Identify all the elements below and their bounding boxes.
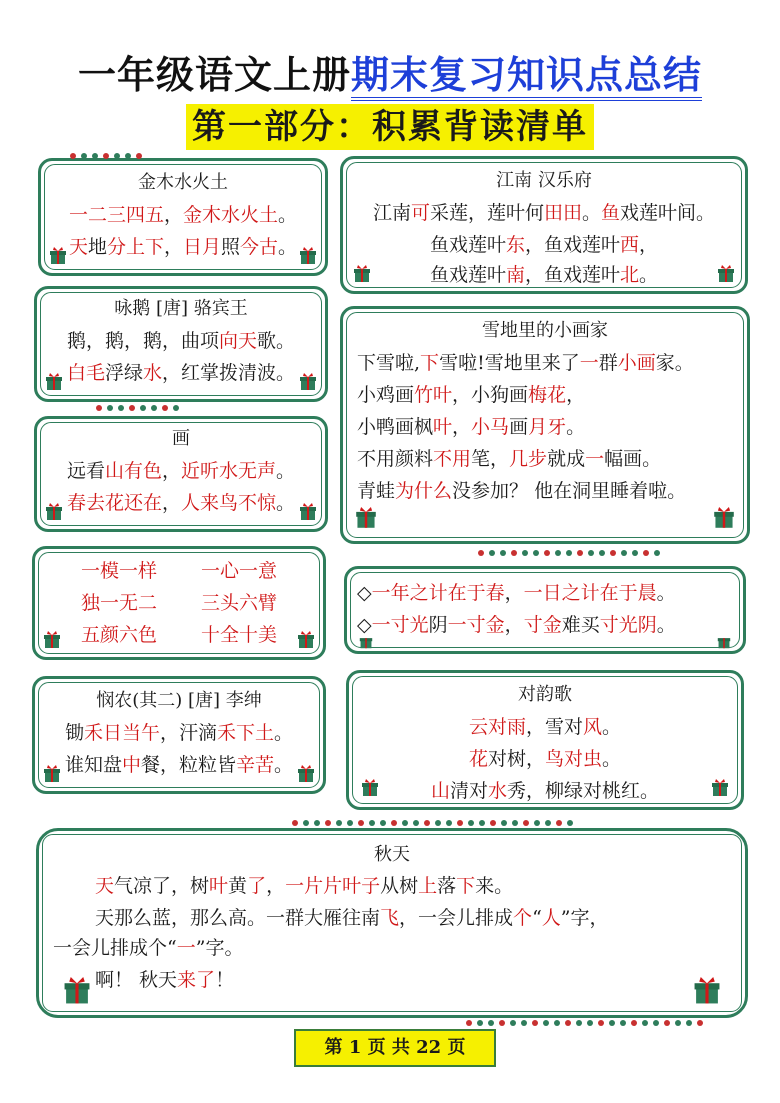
gift-icon [711, 779, 729, 797]
box-title: 画 [172, 428, 190, 449]
decor-dots [478, 550, 660, 558]
box-hua [34, 416, 328, 532]
text-line: 山清对水秀，柳绿对桃红。 [430, 780, 660, 802]
text-line: 鹅，鹅，鹅，曲项向天歌。 [66, 330, 296, 352]
text-line: 白毛浮绿水，红掌拨清波。 [66, 362, 296, 384]
gift-icon [717, 265, 735, 283]
section-subtitle: 第一部分：积累背读清单 [186, 104, 594, 150]
gift-icon [43, 631, 61, 649]
decor-dots [96, 405, 179, 413]
box-jiangnan [340, 156, 748, 294]
box-yinian [344, 566, 746, 654]
text-line: 一二三四五，金木水火土。 [68, 204, 298, 226]
box-title: 雪地里的小画家 [482, 320, 608, 341]
text-line: 天那么蓝，那么高。一群大雁往南飞，一会儿排成个“人”字， [95, 907, 609, 929]
text-line: 小鸡画竹叶，小狗画梅花， [357, 384, 586, 406]
gift-icon [297, 765, 315, 783]
box-title: 江南 汉乐府 [496, 170, 592, 191]
gift-icon [63, 977, 91, 1005]
text-line: 一会儿排成个“一”字。 [53, 937, 244, 959]
text-line: 鱼戏莲叶南，鱼戏莲叶北。 [429, 264, 659, 286]
title-part2: 期末复习知识点总结 [351, 53, 702, 101]
text-line: ◇一寸光阴一寸金，寸金难买寸光阴。 [357, 614, 676, 636]
text-line: 云对雨，雪对风。 [468, 716, 622, 738]
gift-icon [49, 247, 67, 265]
text-line: 江南可采莲，莲叶何田田。鱼戏莲叶间。 [372, 202, 716, 224]
text-line: ◇一年之计在于春，一日之计在于晨。 [357, 582, 676, 604]
box-chengyu [32, 546, 326, 660]
idiom-row: 独一无二 三头六臂 [80, 592, 277, 614]
gift-icon [359, 635, 373, 649]
text-line: 谁知盘中餐，粒粒皆辛苦。 [64, 754, 294, 776]
text-line: 锄禾日当午，汗滴禾下土。 [64, 722, 294, 744]
gift-icon [717, 635, 731, 649]
box-title: 悯农(其二) [唐] 李绅 [96, 690, 262, 711]
text-line: 天地分上下，日月照今古。 [68, 236, 298, 258]
box-yonge [34, 286, 328, 402]
box-qiutian [36, 828, 748, 1018]
text-line: 啊！ 秋天来了！ [95, 969, 235, 991]
gift-icon [45, 373, 63, 391]
text-line: 青蛙为什么没参加？ 他在洞里睡着啦。 [357, 480, 687, 502]
text-line: 鱼戏莲叶东，鱼戏莲叶西， [429, 234, 659, 256]
gift-icon [693, 977, 721, 1005]
text-line: 远看山有色，近听水无声。 [66, 460, 296, 482]
idiom-row: 五颜六色 十全十美 [80, 624, 277, 646]
gift-icon [355, 507, 377, 529]
box-jinmu [38, 158, 328, 276]
box-title: 咏鹅 [唐] 骆宾王 [114, 298, 248, 319]
box-title: 秋天 [374, 844, 410, 865]
gift-icon [297, 631, 315, 649]
title-part1: 一年级语文上册 [77, 53, 351, 97]
box-xuedi [340, 306, 750, 544]
gift-icon [353, 265, 371, 283]
gift-icon [45, 503, 63, 521]
text-line: 不用颜料不用笔，几步就成一幅画。 [357, 448, 662, 470]
box-title: 对韵歌 [518, 684, 572, 705]
decor-dots [466, 1020, 703, 1028]
idiom-row: 一模一样 一心一意 [80, 560, 277, 582]
gift-icon [299, 373, 317, 391]
box-title: 金木水火土 [138, 172, 228, 193]
gift-icon [361, 779, 379, 797]
box-minnong [32, 676, 326, 794]
gift-icon [299, 503, 317, 521]
page-title [0, 44, 780, 99]
decor-dots [70, 153, 142, 161]
text-line: 花对树，鸟对虫。 [468, 748, 622, 770]
gift-icon [713, 507, 735, 529]
gift-icon [299, 247, 317, 265]
text-line: 天气凉了，树叶黄了，一片片叶子从树上落下来。 [95, 875, 514, 897]
page-indicator: 第 1 页 共 22 页 [294, 1029, 496, 1067]
box-duiyun [346, 670, 744, 810]
decor-dots [292, 820, 573, 828]
text-line: 下雪啦,下雪啦!雪地里来了一群小画家。 [357, 352, 694, 374]
text-line: 小鸭画枫叶，小马画月牙。 [357, 416, 586, 438]
text-line: 春去花还在，人来鸟不惊。 [66, 492, 296, 514]
gift-icon [43, 765, 61, 783]
